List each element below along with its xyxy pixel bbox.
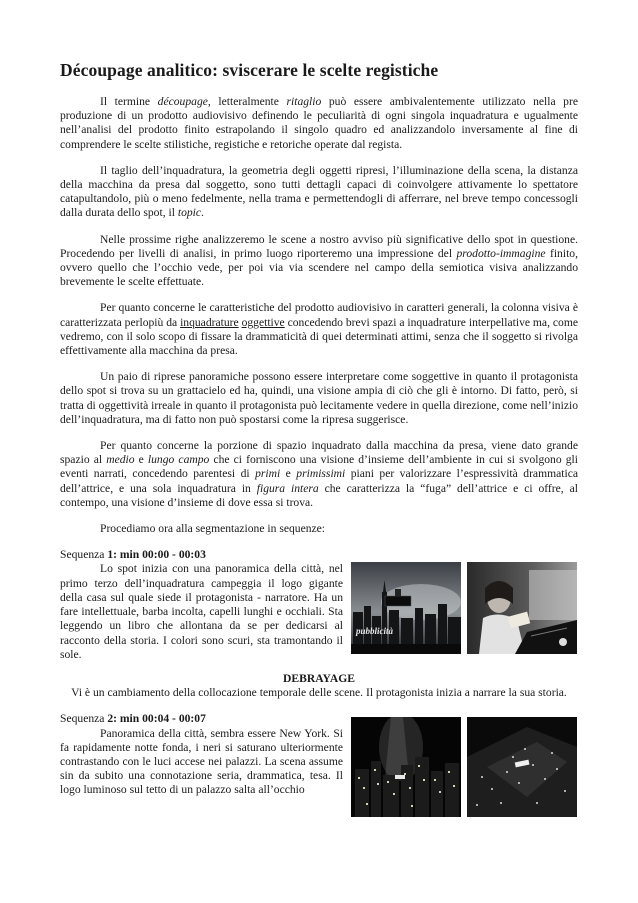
sequence-description: Lo spot inizia con una panoramica della città, nel primo terzo dell’inquadratura campeggia il logo gigante della casa sul quale siede il protagonista - narratore. Ha un fare intellettuale, barba incolta, capelli lunghi e occhiali. Sta leggendo un libro che allontana da se per dedicarsi al racconto della storia. I colori sono scuri, sta tramontando il sole. (60, 562, 343, 661)
sequence-1-frames (351, 562, 577, 654)
text-run: concedendo brevi spazi a inquadrature interpellative ma, come vedremo, con il solo scopo di fissare la drammaticità di quei determinati attimi, senza che il soggetto si rivolga effettivamente alla macchina da presa. (60, 315, 578, 358)
text-run: Per quanto concerne la porzione di spazio inquadrato dalla macchina da presa, viene dato grande spazio al (60, 439, 578, 467)
frame-city-panorama (351, 562, 461, 654)
paragraph-2 (60, 164, 578, 221)
sequence-1-row (60, 562, 578, 661)
italic-term: topic (177, 206, 202, 220)
frame-narrator (467, 562, 577, 654)
debrayage-title: DEBRAYAGE (283, 671, 355, 685)
sequence-label: Sequenza (60, 712, 108, 726)
italic-term: ritaglio (286, 95, 322, 108)
text-run: Il termine (100, 95, 158, 108)
sequence-time: 2: min 00:04 - 00:07 (107, 712, 206, 726)
paragraph-6 (60, 439, 578, 510)
sequence-2-row (60, 727, 578, 817)
sequence-time: 1: min 00:00 - 00:03 (107, 548, 206, 562)
sequence-1-heading (60, 548, 578, 562)
text-run: che ci forniscono una visione d’insieme dell’ambiente in cui si svolgono gli eventi narrati, concedendo parentesi di (60, 453, 578, 481)
paragraph-3 (60, 233, 578, 290)
italic-term: prodotto-immagine (456, 246, 546, 260)
frame-night-city-2 (467, 717, 577, 817)
underlined-term: inquadrature (180, 315, 239, 329)
text-run: che caratterizza la “fuga” dell’attrice e ci offre, al contempo, una visione d’insieme di dove essa si trova. (60, 481, 578, 509)
text-run: . (201, 206, 204, 220)
debrayage-text: Vi è un cambiamento della collocazione temporale delle scene. Il protagonista inizia a narrare la sua storia. (71, 686, 567, 700)
italic-term: medio (106, 453, 135, 467)
paragraph-1 (60, 95, 578, 152)
debrayage-block (60, 672, 578, 700)
document-page (60, 60, 578, 827)
page-title: Découpage analitico: sviscerare le scelte registiche (60, 60, 439, 80)
paragraph-5: Un paio di riprese panoramiche possono essere interpretare come soggettive in quanto il protagonista dello spot si trova su un grattacielo ed ha, quindi, una visione ampia di ciò che gli è intorno. Di fatto, però, si tratta di oggettività irreale in quanto il protagonista può lecitamente vedere in quella direzione, come nell’inizio dell’inquadratura, ma di fatto non può spostarsi come la ripresa suggerisce. (60, 370, 578, 426)
text-run: può essere ambivalentemente utilizzato nella pre produzione di un prodotto audiovisivo definendo le peculiarità di ogni singola inquadratura e ugualmente nell’analisi del prodotto finito estrapolando il singolo quadro ed analizzandolo inversamente al fine di comprendere le scelte stilistiche, registiche e retoriche operate dal regista. (60, 95, 578, 151)
text-run: Nelle prossime righe analizzeremo le scene a nostro avviso più significative dello spot in questione. Procedendo per livelli di analisi, in primo luogo riporteremo una impressione del (60, 232, 578, 260)
paragraph-4 (60, 301, 578, 358)
text-run: Il taglio dell’inquadratura, la geometria degli oggetti ripresi, l’illuminazione della scena, la distanza della macchina da presa dal soggetto, sono tutti dettagli capaci di coinvolgere attivamente lo spettatore catapultandolo, più o meno fedelmente, nella trama e permettendogli di afferrare, nel breve tempo concessogli dalla durata dello spot, il (60, 163, 578, 220)
frame-night-city-1 (351, 717, 461, 817)
italic-term: primi (255, 467, 281, 481)
italic-term: lungo campo (147, 453, 210, 467)
underlined-term: oggettive (241, 315, 285, 329)
text-run: , letteralmente (207, 95, 287, 108)
sequence-label: Sequenza (60, 548, 108, 562)
text-run: e (134, 453, 148, 467)
sequence-2-text (60, 727, 343, 798)
italic-term: primissimi (296, 467, 346, 481)
sequence-1-text (60, 562, 343, 661)
text-run: e (280, 467, 297, 481)
text-run: piani per valorizzare l’espressività drammatica dell’attrice, e una sola inquadratura in (60, 467, 578, 495)
sequence-2-frames (351, 717, 577, 817)
text-run: Per quanto concerne le caratteristiche del prodotto audiovisivo in caratteri generali, la colonna visiva è caratterizzata perlopiù da (60, 301, 578, 329)
paragraph-7: Procediamo ora alla segmentazione in sequenze: (100, 522, 326, 536)
italic-term: figura intera (256, 481, 319, 495)
italic-term: découpage (157, 95, 208, 108)
sequence-description: Panoramica della città, sembra essere New York. Si fa rapidamente notte fonda, i neri si saturano ulteriormente contrastando con le luci accese nei palazzi. La scena assume sin da subito una connotazione seria, drammatica, tesa. Il logo luminoso sul tetto di un palazzo salta all’occhio (60, 726, 343, 797)
text-run: finito, ovvero quello che l’occhio vede, per poi via via scendere nel campo della semiotica visiva analizzando brevemente le scelte effettuate. (60, 246, 578, 289)
frame-logo-text: pubblicità (356, 626, 394, 637)
